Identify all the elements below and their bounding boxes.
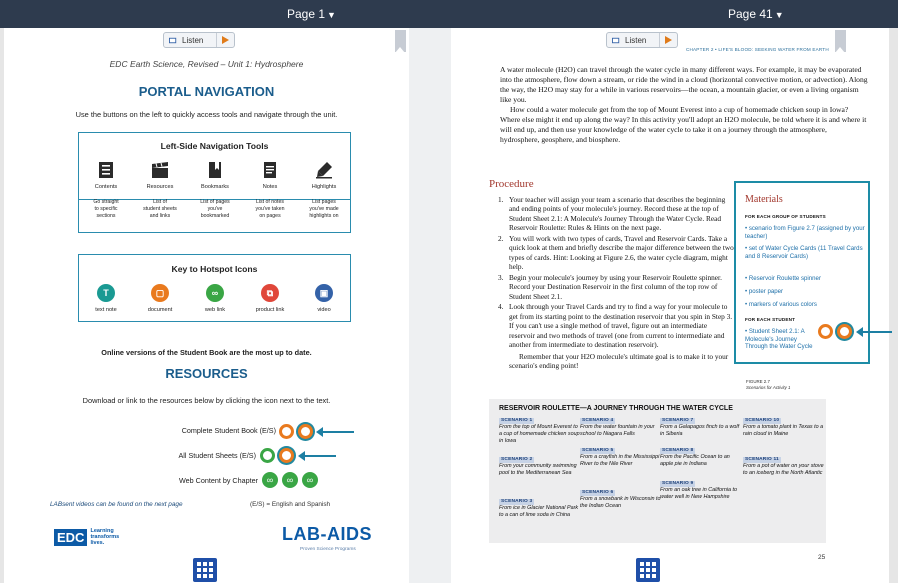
- procedure-step: 1. Your teacher will assign your team a scenario that describes the beginning and ending points of your molecule's journey. Record these at the top of Student Sheet 2.1: A Molecule's Journey Through the Water Cycle. Read Reservoir Roulette: Rules & Hints on the next page.: [498, 195, 726, 233]
- nav-tool-description: [133, 199, 187, 219]
- arrow-icon: [862, 331, 892, 333]
- desc-line: highlights on: [309, 212, 339, 219]
- nav-tool-label: Bookmarks: [201, 184, 229, 190]
- desc-line: bookmarked: [200, 212, 230, 219]
- text-note-icon: T: [97, 284, 115, 302]
- desc-line: on pages: [259, 212, 281, 219]
- nav-tool-bookmarks: [188, 161, 242, 219]
- resources-intro: Download or link to the resources below by clicking the icon next to the text.: [82, 396, 331, 405]
- materials-title: Materials: [745, 194, 783, 205]
- hotspot-web-link: [188, 284, 242, 313]
- figure-label: FIGURE 2.7: [746, 379, 770, 384]
- nav-tool-description: [243, 199, 297, 219]
- procedure-step: 2. You will work with two types of cards, Travel and Reservoir Cards. Take a quick look at them and briefly describe the major difference between the two types of cards. Hint: Looking at Figure 2.6, the water cycle diagram, might help.: [498, 233, 734, 272]
- document-icon[interactable]: [837, 324, 852, 339]
- scenario-card: [499, 456, 581, 477]
- group-materials-label: FOR EACH GROUP OF STUDENTS: [745, 214, 826, 219]
- page-grid-button-left[interactable]: [193, 558, 217, 582]
- chevron-down-icon: ▼: [774, 10, 784, 20]
- desc-line: you've made: [309, 205, 339, 212]
- scenario-card: [580, 489, 662, 510]
- scenario-tag: SCENARIO 5: [582, 448, 614, 453]
- desc-line: you've taken: [255, 205, 285, 212]
- nav-tool-description: [297, 199, 351, 219]
- play-icon[interactable]: [659, 33, 677, 47]
- nav-tool-label: Highlights: [311, 184, 337, 190]
- online-note: Online versions of the Student Book are the most up to date.: [101, 348, 312, 357]
- scenario-tag: SCENARIO 10: [745, 418, 780, 423]
- nav-tool-description: [188, 199, 242, 219]
- listen-label: Listen: [625, 35, 647, 45]
- web-link-icon[interactable]: ∞: [262, 472, 278, 488]
- intro-paragraph: How could a water molecule get from the top of Mount Everest into a cup of homemade chicken soup in Iowa? Where else might it end up along the way? In this activity you'll adopt an H2O molecule, be told where it is and where it will end up, and then use your knowledge of the water cycle to take it on a journey through the atmosphere, hydrosphere, geosphere, and biosphere.: [500, 105, 867, 145]
- desc-line: you've: [207, 205, 223, 212]
- page-grid-button-right[interactable]: [636, 558, 660, 582]
- document-icon[interactable]: [279, 448, 294, 463]
- video-icon: ▣: [315, 284, 333, 302]
- listen-button-left[interactable]: [163, 32, 235, 48]
- scenario-text: From the top of Mount Everest to a cup of homemade chicken soup in Iowa: [499, 424, 580, 445]
- page-number: 25: [818, 554, 826, 561]
- nav-tool-label: Resources: [146, 184, 174, 190]
- web-link-icon[interactable]: ∞: [302, 472, 318, 488]
- nav-tool-notes: [243, 161, 297, 219]
- figure-title: Scenarios for Activity 1: [746, 384, 791, 390]
- nav-tool-highlights: [297, 161, 351, 219]
- desc-line: student sheets: [143, 205, 177, 212]
- scenario-tag: SCENARIO 7: [662, 418, 694, 423]
- scenario-text: From a Galapagos finch to a wolf in Siberia: [660, 424, 740, 438]
- course-title: EDC Earth Science, Revised – Unit 1: Hydrosphere: [109, 59, 304, 69]
- material-item: • set of Water Cycle Cards (11 Travel Cards and 8 Reservoir Cards): [745, 245, 863, 260]
- hotspot-product-link: [243, 284, 297, 313]
- scenario-text: From the Pacific Ocean to an apple pie in Indiana: [660, 454, 730, 468]
- tagline-line: transforms: [90, 534, 120, 541]
- scenario-text: From a tomato plant in Texas to a rain cloud in Maine: [743, 424, 824, 438]
- document-icon[interactable]: [818, 324, 833, 339]
- resource-label-web-content: Web Content by Chapter: [179, 476, 258, 485]
- scenario-card: [660, 480, 742, 501]
- desc-line: and links: [149, 212, 171, 219]
- scenario-tag: SCENARIO 8: [662, 448, 694, 453]
- document-icon[interactable]: [298, 424, 313, 439]
- resource-label-student-sheets: All Student Sheets (E/S): [178, 451, 256, 460]
- procedure-closing: Remember that your H2O molecule's ultimate goal is to make it to your scenario's ending point!: [509, 351, 729, 371]
- scenario-text: From a pot of water on your stove to an iceberg in the North Atlantic: [743, 463, 824, 477]
- desc-line: List pages: [312, 199, 336, 205]
- running-head: CHAPTER 2 • LIFE'S BLOOD: SEEKING WATER FROM EARTH: [686, 47, 829, 52]
- hotspot-label: document: [147, 307, 173, 313]
- right-gutter: [889, 28, 898, 583]
- navigation-tools-box: [78, 132, 351, 233]
- resource-label-student-book: Complete Student Book (E/S): [181, 426, 276, 435]
- hotspot-document: [133, 284, 187, 313]
- scenario-card: [499, 498, 581, 519]
- scenario-text: From your community swimming pool to the Mediterranean Sea: [499, 463, 577, 477]
- scenario-card: [580, 447, 662, 468]
- right-page-selector[interactable]: [728, 7, 784, 21]
- desc-line: List of: [153, 199, 167, 205]
- hotspot-label: product link: [255, 307, 285, 313]
- scenario-card: [660, 447, 742, 468]
- material-item: • markers of various colors: [745, 301, 817, 308]
- nav-tool-label: Contents: [94, 184, 118, 190]
- edc-tagline: [90, 528, 119, 546]
- resources-icon: [151, 161, 169, 179]
- language-legend: (E/S) = English and Spanish: [250, 501, 331, 508]
- procedure-heading: Procedure: [489, 178, 534, 190]
- contents-icon: [97, 161, 115, 179]
- nav-tool-resources: [133, 161, 187, 219]
- edc-logo: [54, 528, 119, 546]
- step-text: Look through your Travel Cards and try to find a way for your molecule to get from its starting point to the destination reservoir that you spin in Step 3. If you can't use a single method of travel, figure out an intermediate reservoir and two methods of travel (one from current to intermediate and another from intermediate to destination reservoir).: [509, 302, 733, 350]
- figure-caption: [746, 379, 791, 390]
- left-page-selector[interactable]: [287, 7, 336, 21]
- nav-tool-contents: [79, 161, 133, 219]
- desc-line: List of notes: [256, 199, 284, 205]
- center-gutter: [409, 28, 451, 583]
- hotspot-key-box: [78, 254, 351, 322]
- chevron-down-icon: ▼: [327, 10, 336, 20]
- speaker-icon: [169, 36, 178, 45]
- student-materials-label: FOR EACH STUDENT: [745, 317, 796, 322]
- material-item: • Student Sheet 2.1: A Molecule's Journey Through the Water Cycle: [745, 328, 813, 351]
- scenario-text: From a snowbank in Wisconsin to the Indian Ocean: [580, 496, 661, 510]
- portal-intro: Use the buttons on the left to quickly access tools and navigate through the unit.: [75, 110, 338, 119]
- intro-paragraph: A water molecule (H2O) can travel through the water cycle in many different ways. For example, it may be evaporated into the atmosphere, flow down a stream, or ride the wind in a cloud (horizontal convective motion, or advection). Along the way, the H2O may stay for a while in various reservoirs—the ocean, a mountain glacier, or even a living organism like you.: [500, 65, 868, 105]
- scenario-tag: SCENARIO 4: [582, 418, 614, 423]
- portal-navigation-heading: PORTAL NAVIGATION: [138, 84, 275, 99]
- procedure-step: 4. Look through your Travel Cards and try to find a way for your molecule to get from its starting point to the destination reservoir that you spin in Step 3. If you can't use a single method of travel, figure out an intermediate reservoir and two methods of travel (one from current to intermediate and another from intermediate to destination reservoir).: [498, 302, 733, 350]
- reservoir-roulette-box: [489, 399, 826, 543]
- intro-text: [500, 65, 868, 145]
- material-item: • Reservoir Roulette spinner: [745, 275, 821, 282]
- material-item: • poster paper: [745, 288, 784, 295]
- right-page-label: Page 41: [728, 7, 773, 21]
- listen-button-right[interactable]: [606, 32, 678, 48]
- arrow-icon: [304, 455, 336, 457]
- labsent-note: LABsent videos can be found on the next page: [50, 501, 183, 508]
- scenario-text: From ice in Glacier National Park to a can of lime soda in China: [499, 505, 579, 519]
- hotspot-label: web link: [204, 307, 226, 313]
- step-text: You will work with two types of cards, Travel and Reservoir Cards. Take a quick look at them and briefly describe the major difference between the two types of cards. Hint: Looking at Figure 2.6, the water cycle diagram, might help.: [509, 233, 734, 272]
- hotspot-label: video: [317, 307, 331, 313]
- scenario-tag: SCENARIO 6: [582, 490, 614, 495]
- web-link-icon: ∞: [206, 284, 224, 302]
- navigation-tools-title: Left-Side Navigation Tools: [160, 141, 269, 151]
- scenario-card: [580, 417, 662, 438]
- web-link-icon[interactable]: [260, 448, 275, 463]
- hotspot-video: [297, 284, 351, 313]
- speaker-icon: [612, 36, 621, 45]
- notes-icon: [261, 161, 279, 179]
- bookmarks-icon: [206, 161, 224, 179]
- scenario-card: [660, 417, 742, 438]
- play-icon[interactable]: [216, 33, 234, 47]
- scenario-tag: SCENARIO 3: [501, 499, 533, 504]
- scenario-text: From the water fountain in your school to Niagara Falls: [580, 424, 655, 438]
- bookmark-ribbon-right[interactable]: [835, 30, 846, 52]
- hotspot-text-note: [79, 284, 133, 313]
- tagline-line: Learning: [90, 528, 114, 534]
- tagline-line: lives.: [90, 540, 105, 547]
- hotspot-key-title: Key to Hotspot Icons: [171, 264, 258, 274]
- scenario-tag: SCENARIO 11: [745, 457, 779, 462]
- nav-tool-label: Notes: [262, 184, 278, 190]
- product-link-icon: ⧉: [261, 284, 279, 302]
- reservoir-roulette-title: RESERVOIR ROULETTE—A JOURNEY THROUGH THE WATER CYCLE: [499, 405, 733, 412]
- bookmark-ribbon-left[interactable]: [395, 30, 406, 52]
- listen-label: Listen: [182, 35, 204, 45]
- desc-line: sections: [96, 212, 116, 219]
- highlights-icon: [315, 161, 333, 179]
- scenario-card: [499, 417, 581, 445]
- labaids-tagline: Proven Science Programs: [300, 547, 356, 552]
- labaids-logo: LAB-AIDS: [282, 524, 372, 544]
- web-link-icon[interactable]: ∞: [282, 472, 298, 488]
- resources-heading: RESOURCES: [165, 366, 248, 381]
- procedure-step: 3. Begin your molecule's journey by using your Reservoir Roulette spinner. Record your Destination Reservoir in the first column of the top row of Student Sheet 2.1.: [498, 272, 722, 301]
- hotspot-label: text note: [95, 307, 117, 313]
- desc-line: to specific: [94, 205, 118, 212]
- scenario-text: From a crayfish in the Mississippi River to the Nile River: [580, 454, 660, 468]
- arrow-icon: [322, 431, 354, 433]
- desc-line: List of pages: [200, 199, 230, 205]
- edc-mark: EDC: [54, 529, 87, 546]
- step-text: Begin your molecule's journey by using your Reservoir Roulette spinner. Record your Destination Reservoir in the first column of the top row of Student Sheet 2.1.: [509, 272, 722, 301]
- nav-tool-description: [79, 199, 133, 219]
- scenario-text: From an oak tree in California to water well in New Hampshire: [660, 487, 738, 501]
- scenario-card: [743, 456, 825, 477]
- scenario-tag: SCENARIO 1: [501, 418, 533, 423]
- desc-line: Go straight: [93, 199, 119, 205]
- scenario-tag: SCENARIO 2: [501, 457, 533, 462]
- procedure-list: [498, 195, 734, 371]
- scenario-card: [743, 417, 825, 438]
- step-text: Your teacher will assign your team a scenario that describes the beginning and ending points of your molecule's journey. Record these at the top of Student Sheet 2.1: A Molecule's Journey Through the Water Cycle. Read Reservoir Roulette: Rules & Hints on the next page.: [509, 195, 726, 233]
- scenario-tag: SCENARIO 9: [662, 481, 694, 486]
- material-item: • scenario from Figure 2.7 (assigned by your teacher): [745, 225, 865, 240]
- left-page-label: Page 1: [287, 7, 326, 21]
- document-icon[interactable]: [279, 424, 294, 439]
- document-icon: ▢: [151, 284, 169, 302]
